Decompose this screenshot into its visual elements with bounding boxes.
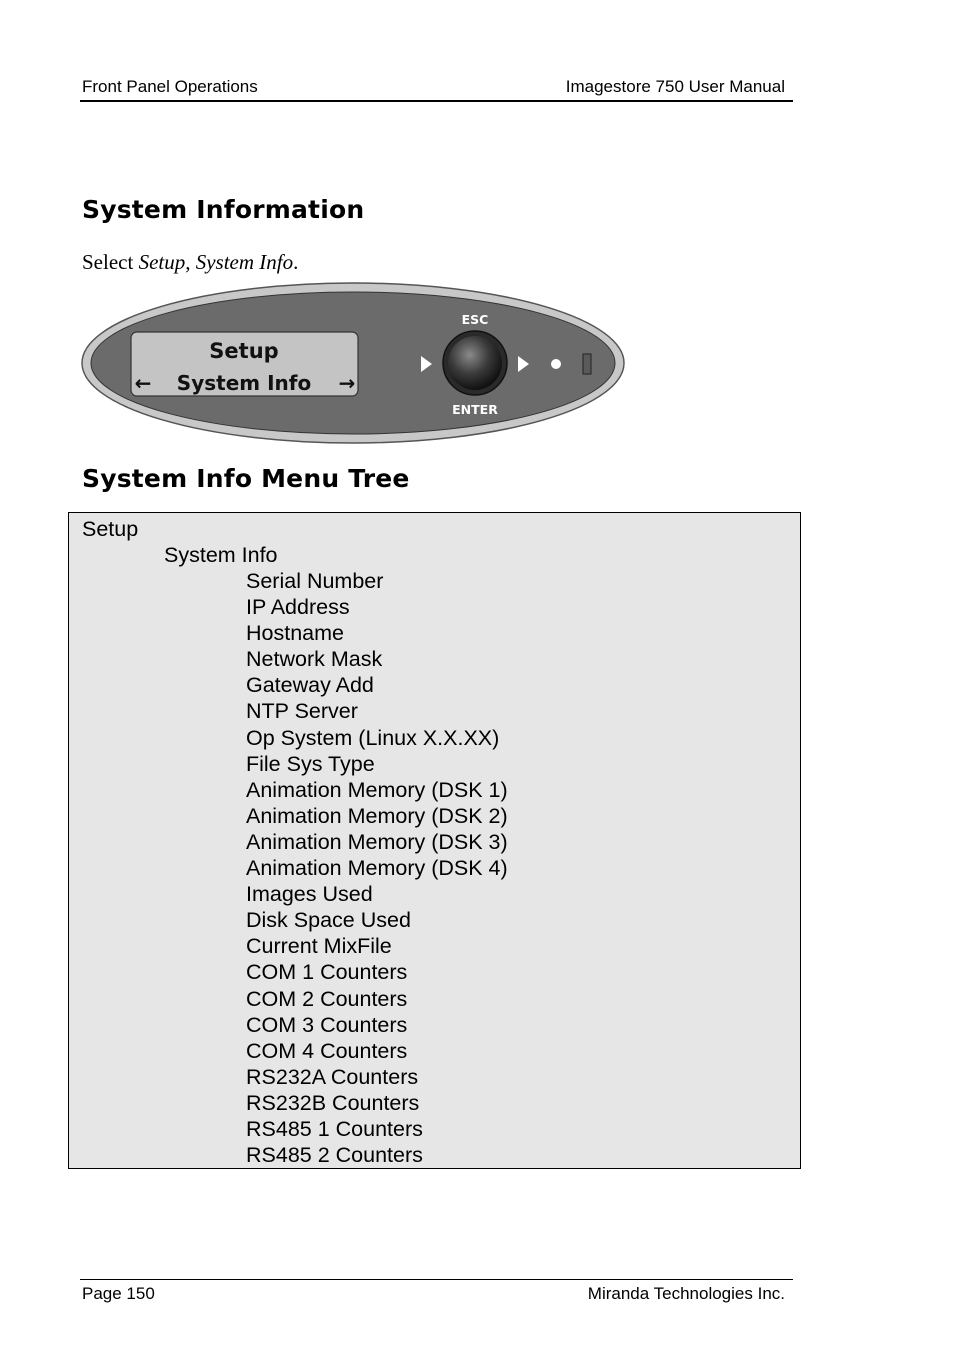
menu-tree-items <box>246 568 508 1168</box>
instruction-suffix: . <box>293 250 299 274</box>
menu-tree-item: Animation Memory (DSK 1) <box>246 777 508 802</box>
lcd-line1: Setup <box>209 339 279 363</box>
menu-tree-item: RS232B Counters <box>246 1090 420 1115</box>
menu-tree-item: NTP Server <box>246 699 358 724</box>
menu-tree-item: Op System (Linux X.X.XX) <box>246 725 500 750</box>
header-manual-title: Imagestore 750 User Manual <box>565 77 785 96</box>
menu-tree-item: IP Address <box>246 595 350 620</box>
menu-tree-item: Hostname <box>246 621 344 646</box>
control-knob[interactable] <box>448 336 502 390</box>
front-panel-illustration <box>80 282 626 448</box>
instruction-prefix: Select <box>82 250 139 274</box>
menu-tree-item: Serial Number <box>246 569 384 593</box>
menu-tree-item: Animation Memory (DSK 2) <box>246 803 508 828</box>
instruction-text <box>82 250 298 275</box>
menu-tree-level1: System Info <box>164 543 278 567</box>
menu-tree-item: COM 4 Counters <box>246 1038 408 1063</box>
menu-tree-item: COM 3 Counters <box>246 1012 408 1037</box>
menu-tree-item: Animation Memory (DSK 4) <box>246 856 508 881</box>
menu-tree-box <box>68 512 801 1169</box>
footer-company: Miranda Technologies Inc. <box>587 1284 785 1303</box>
page-header <box>80 76 793 102</box>
menu-tree-item: File Sys Type <box>246 751 375 776</box>
menu-tree-item: Animation Memory (DSK 3) <box>246 829 508 854</box>
instruction-menu-path: Setup, System Info <box>138 250 294 274</box>
page-number: Page 150 <box>82 1284 155 1303</box>
menu-tree-item: Disk Space Used <box>246 908 411 933</box>
panel-slot <box>583 354 591 374</box>
menu-tree-item: COM 1 Counters <box>246 960 408 985</box>
menu-tree-item: Current MixFile <box>246 934 392 959</box>
page-footer <box>80 1279 793 1303</box>
lcd-left-arrow-icon: ← <box>134 371 152 395</box>
menu-tree-item: COM 2 Counters <box>246 986 408 1011</box>
section-title-system-information: System Information <box>82 195 365 224</box>
enter-label: ENTER <box>452 402 498 417</box>
lcd-right-arrow-icon: → <box>338 371 356 395</box>
esc-label: ESC <box>461 312 489 327</box>
menu-tree-item: RS485 1 Counters <box>246 1116 423 1141</box>
lcd-line2: System Info <box>176 371 312 395</box>
menu-tree-root: Setup <box>82 517 139 541</box>
status-led <box>551 359 561 369</box>
menu-tree-item: Network Mask <box>246 647 383 672</box>
menu-tree-item: Gateway Add <box>246 673 374 698</box>
menu-tree-item: RS232A Counters <box>246 1064 419 1089</box>
menu-tree-item: Images Used <box>246 882 373 907</box>
menu-tree-item: RS485 2 Counters <box>246 1143 423 1168</box>
header-section-name: Front Panel Operations <box>82 77 258 96</box>
section-title-menu-tree: System Info Menu Tree <box>82 464 410 493</box>
